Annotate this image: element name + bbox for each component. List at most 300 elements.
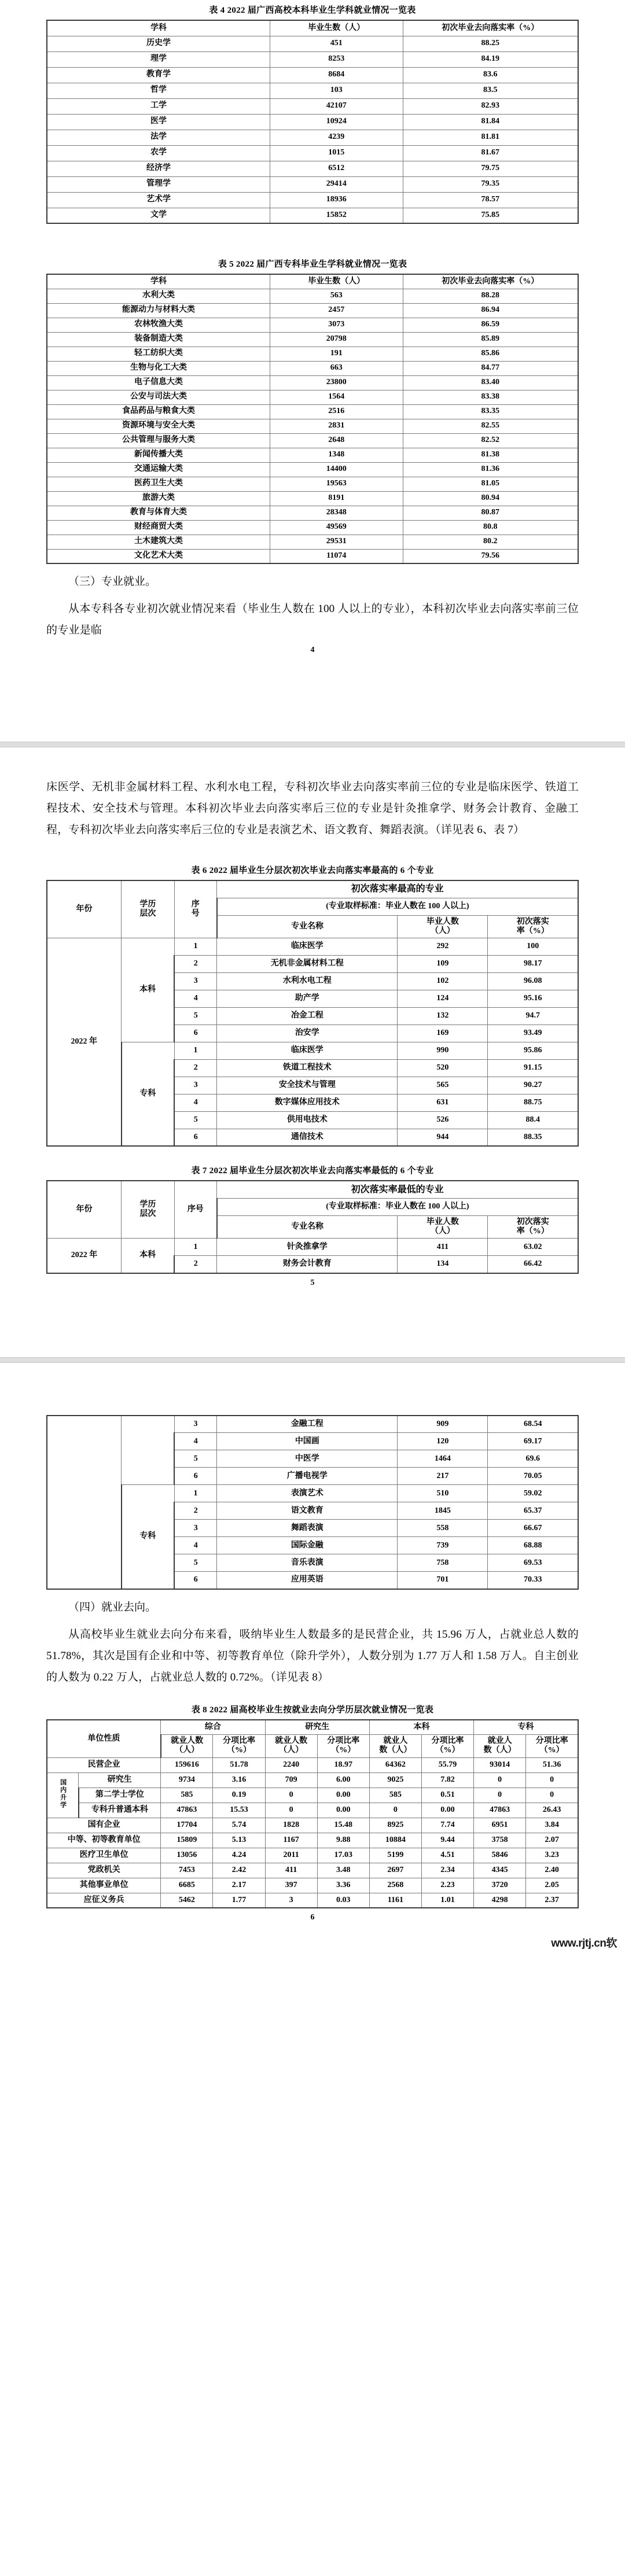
table5-header-discipline: 学科 [47,274,270,289]
table5-cell: 49569 [270,520,403,535]
table8-cell-ug-count: 585 [369,1788,421,1803]
table-7-lowest-placement-majors [46,1180,579,1273]
table5-cell: 19563 [270,477,403,491]
table6-cell-rate: 90.27 [488,1077,578,1094]
page-separator [0,742,625,747]
table8-cell-grad-rate: 0.00 [317,1788,369,1803]
table4-cell: 42107 [270,98,403,114]
table-row [47,1416,578,1433]
table8-cell-unit-type: 中等、初等教育单位 [47,1833,161,1848]
table8-cell-unit-type: 党政机关 [47,1863,161,1878]
table4-cell: 18936 [270,192,403,208]
table6-cell-count: 944 [398,1129,488,1146]
table6-header-major: 专业名称 [217,915,398,938]
table8-cell-ug-rate: 7.82 [421,1772,473,1788]
table5-cell: 563 [270,289,403,303]
table8-cell-voc-count: 3720 [474,1878,526,1893]
table8-cell-voc-count: 6951 [474,1818,526,1833]
table5-cell: 能源动力与材料大类 [47,303,270,318]
table6-cell-count: 631 [398,1094,488,1111]
table-row [47,938,578,955]
table-header-row [47,20,578,36]
table8-cell-unit-type: 其他事业单位 [47,1878,161,1893]
table-row [47,404,578,419]
table6-cell-rate: 94.7 [488,1007,578,1024]
table5-cell: 2648 [270,433,403,448]
table4-cell: 82.93 [403,98,578,114]
table5-cell: 28348 [270,506,403,520]
table6-cell-major: 助产学 [217,990,398,1007]
table6-header-seq [174,880,216,938]
table7-cell-count: 411 [398,1239,488,1256]
table8-cell-ug-count: 2697 [369,1863,421,1878]
table4-cell: 农学 [47,145,270,161]
table5-cell: 20798 [270,332,403,347]
table5-cell: 80.2 [403,535,578,549]
table6-cell-seq: 2 [174,1059,216,1077]
table8-cell-comp-count: 6685 [161,1878,213,1893]
table8-cell-grad-rate: 0.00 [317,1803,369,1818]
table5-cell: 2457 [270,303,403,318]
table7-cell-rate: 70.05 [488,1468,578,1485]
table8-subheader-count-0: 就业人数 （人） [161,1735,213,1757]
table7-cell-major: 应用英语 [217,1572,398,1589]
table-row [47,433,578,448]
table4-cell: 8684 [270,67,403,83]
table8-cell-voc-count: 93014 [474,1757,526,1772]
table-row [47,145,578,161]
table7-cell-major: 针灸推拿学 [217,1239,398,1256]
table5-cell: 生物与化工大类 [47,361,270,375]
table-7-continued [46,1415,579,1590]
table8-cell-voc-rate: 26.43 [526,1803,578,1818]
table5-cell: 81.05 [403,477,578,491]
table7-cell-rate: 69.6 [488,1450,578,1468]
table-row [47,1818,578,1833]
table8-cell-voc-count: 0 [474,1772,526,1788]
table7-cell-major: 音乐表演 [217,1554,398,1572]
table5-cell: 86.59 [403,318,578,332]
table8-header-unit-type: 单位性质 [47,1720,161,1757]
page-number-6: 6 [310,1913,315,1922]
table8-cell-ug-rate: 0.00 [421,1803,473,1818]
section-3-heading: （三）专业就业。 [68,576,157,588]
table-row [47,114,578,130]
table8-cell-grad-count: 1167 [265,1833,317,1848]
table7-cell-count: 134 [398,1256,488,1273]
table8-cell-voc-count: 47863 [474,1803,526,1818]
table4-body [47,36,578,223]
table5-cell: 农林牧渔大类 [47,318,270,332]
table6-cell-seq: 3 [174,1077,216,1094]
table-row [47,51,578,67]
table-row [47,332,578,347]
table8-cell-ug-count: 8925 [369,1818,421,1833]
page-number-5: 5 [310,1278,315,1287]
table4-cell: 81.81 [403,130,578,145]
table5-cell: 公共管理与服务大类 [47,433,270,448]
table6-cell-year: 2022 年 [47,938,122,1146]
table4-cell: 经济学 [47,161,270,176]
table8-cell-comp-count: 585 [161,1788,213,1803]
table-row [47,1239,578,1256]
table-row [47,347,578,361]
table4-cell: 75.85 [403,208,578,223]
table6-cell-level: 专科 [122,1042,175,1146]
table6-header-seq-line2: 号 [191,909,200,919]
table4-cell: 29414 [270,176,403,192]
table8-cell-subcategory: 专科升普通本科 [79,1803,161,1818]
document-page-5 [0,747,625,1357]
table6-caption: 表 6 2022 届毕业生分层次初次毕业去向落实率最高的 6 个专业 [191,866,434,876]
table5-cell: 2516 [270,404,403,419]
section-3-paragraph-part1: 从本专科各专业初次就业情况来看（毕业生人数在 100 人以上的专业），本科初次毕业去向落实率前三位的专业是临 [46,603,579,637]
table-row [47,130,578,145]
table6-cell-major: 通信技术 [217,1129,398,1146]
table8-cell-comp-rate: 15.53 [213,1803,265,1818]
table4-cell: 79.75 [403,161,578,176]
table7-head [47,1181,578,1238]
table6-cell-seq: 4 [174,1094,216,1111]
table5-cell: 85.89 [403,332,578,347]
section-4-heading: （四）就业去向。 [68,1601,157,1613]
table6-cell-rate: 96.08 [488,972,578,990]
table4-cell: 8253 [270,51,403,67]
table5-cell: 轻工纺织大类 [47,347,270,361]
table8-cell-comp-rate: 3.16 [213,1772,265,1788]
table8-cell-grad-rate: 9.88 [317,1833,369,1848]
table6-cell-seq: 1 [174,1042,216,1059]
table8-cell-voc-rate: 2.40 [526,1863,578,1878]
table7-cell-major: 国际金融 [217,1537,398,1554]
table6-header-count: 毕业人数 （人） [398,915,488,938]
table8-cell-grad-count: 411 [265,1863,317,1878]
table5-cell: 81.38 [403,448,578,462]
table5-cell: 旅游大类 [47,491,270,506]
table4-caption: 表 4 2022 届广西高校本科毕业生学科就业情况一览表 [209,6,416,15]
table-row [47,462,578,477]
table8-cell-voc-rate: 3.23 [526,1848,578,1863]
table7-cell-major: 广播电视学 [217,1468,398,1485]
table7-cell-year [47,1416,122,1589]
table-row [47,98,578,114]
table-header-row [47,1181,578,1198]
table8-cell-voc-rate: 2.37 [526,1893,578,1908]
table-row [47,361,578,375]
table7-cell-major: 中医学 [217,1450,398,1468]
table8-cell-comp-rate: 1.77 [213,1893,265,1908]
document-page-4 [0,0,625,742]
table8-header-group-graduate: 研究生 [265,1720,369,1735]
table7-header-rate: 初次落实 率（%） [488,1215,578,1238]
table8-cell-ug-rate: 9.44 [421,1833,473,1848]
table8-cell-ug-rate: 7.74 [421,1818,473,1833]
table7-cell-seq: 5 [174,1450,216,1468]
table-row [47,1833,578,1848]
table8-cell-comp-rate: 0.19 [213,1788,265,1803]
table8-cell-comp-rate: 4.24 [213,1848,265,1863]
table4-cell: 工学 [47,98,270,114]
table6-header-level-line1: 学历 [139,900,156,909]
table4-cell: 管理学 [47,176,270,192]
table6-cell-major: 安全技术与管理 [217,1077,398,1094]
table5-cell: 资源环境与安全大类 [47,419,270,433]
table8-升学-vertical-label: 国内升学 [59,1779,67,1810]
table6-cell-seq: 1 [174,938,216,955]
table7-cell-rate: 63.02 [488,1239,578,1256]
table4-cell: 理学 [47,51,270,67]
table6-header-level [122,880,175,938]
table5-cell: 85.86 [403,347,578,361]
table-row [47,549,578,563]
table5-cell: 食品药品与粮食大类 [47,404,270,419]
table8-cell-ug-count: 2568 [369,1878,421,1893]
table6-header-group-line2: (专业取样标准：毕业人数在 100 人以上) [217,898,578,915]
table8-cell-voc-rate: 2.05 [526,1878,578,1893]
table8-cell-grad-count: 3 [265,1893,317,1908]
table4-cell: 文学 [47,208,270,223]
table8-cell-voc-rate: 51.36 [526,1757,578,1772]
table4-cell: 1015 [270,145,403,161]
table-4-undergraduate-discipline-employment [46,20,579,224]
table8-cell-comp-count: 17704 [161,1818,213,1833]
table7-header-seq: 序号 [174,1181,216,1238]
table7-header-count: 毕业人数 （人） [398,1215,488,1238]
table8-cell-grad-rate: 18.97 [317,1757,369,1772]
table8-cell-comp-rate: 2.42 [213,1863,265,1878]
site-watermark: www.rjtj.cn软 [551,1937,617,1950]
table4-cell: 15852 [270,208,403,223]
table8-cell-comp-rate: 5.13 [213,1833,265,1848]
table6-cell-seq: 5 [174,1111,216,1129]
table-row [47,506,578,520]
table-5-vocational-discipline-employment [46,274,579,564]
table-row [47,477,578,491]
table7-cell-level [122,1416,175,1485]
table-header-row [47,274,578,289]
table5-cell: 80.8 [403,520,578,535]
table5-cell: 80.94 [403,491,578,506]
table8-cell-comp-count: 13056 [161,1848,213,1863]
table5-cell: 土木建筑大类 [47,535,270,549]
table4-cell: 医学 [47,114,270,130]
table-row [47,1485,578,1502]
table8-cell-ug-count: 0 [369,1803,421,1818]
table5-cell: 文化艺术大类 [47,549,270,563]
table5-cell: 电子信息大类 [47,375,270,390]
table8-caption: 表 8 2022 届高校毕业生按就业去向分学历层次就业情况一览表 [191,1705,434,1715]
table7-cell-year: 2022 年 [47,1239,122,1273]
table7-cell-rate: 65.37 [488,1502,578,1520]
table8-cell-comp-rate: 2.17 [213,1878,265,1893]
table8-cell-unit-type: 应征义务兵 [47,1893,161,1908]
table-row [47,1772,578,1788]
table6-body [47,938,578,1146]
table5-header-count: 毕业生数（人） [270,274,403,289]
table7-cell-count: 1845 [398,1502,488,1520]
table8-cell-ug-rate: 0.51 [421,1788,473,1803]
table-row [47,1848,578,1863]
table8-cell-升学-group [47,1772,79,1818]
table6-cell-count: 292 [398,938,488,955]
table8-cell-ug-rate: 1.01 [421,1893,473,1908]
table7-body-page6 [47,1416,578,1589]
table-row [47,161,578,176]
table7-cell-seq: 3 [174,1416,216,1433]
table4-cell: 81.67 [403,145,578,161]
table6-cell-count: 990 [398,1042,488,1059]
table4-cell: 艺术学 [47,192,270,208]
table7-cell-major: 财务会计教育 [217,1256,398,1273]
table4-cell: 哲学 [47,83,270,98]
page-number-4: 4 [310,646,315,655]
table4-cell: 79.35 [403,176,578,192]
table4-header-discipline: 学科 [47,20,270,36]
table6-cell-seq: 6 [174,1129,216,1146]
table5-cell: 11074 [270,549,403,563]
table6-cell-major: 水利水电工程 [217,972,398,990]
table8-cell-voc-rate: 0 [526,1772,578,1788]
table5-body [47,289,578,563]
table6-cell-seq: 6 [174,1024,216,1042]
table5-cell: 663 [270,361,403,375]
table8-cell-unit-type: 国有企业 [47,1818,161,1833]
table8-cell-ug-count: 1161 [369,1893,421,1908]
table7-header-major: 专业名称 [217,1215,398,1238]
table5-cell: 装备制造大类 [47,332,270,347]
table7-cell-seq: 2 [174,1256,216,1273]
table6-cell-major: 临床医学 [217,1042,398,1059]
table7-cell-rate: 59.02 [488,1485,578,1502]
table-row [47,303,578,318]
table7-cell-seq: 5 [174,1554,216,1572]
table6-cell-major: 无机非金属材料工程 [217,955,398,972]
table4-cell: 教育学 [47,67,270,83]
table7-cell-level: 本科 [122,1239,175,1273]
table8-cell-grad-count: 2011 [265,1848,317,1863]
table8-header-group-comprehensive: 综合 [161,1720,265,1735]
table8-cell-comp-rate: 51.78 [213,1757,265,1772]
section-3-paragraph-part2: 床医学、无机非金属材料工程、水利水电工程，专科初次毕业去向落实率前三位的专业是临床医学、铁道工程技术、安全技术与管理。本科初次毕业去向落实率后三位的专业是针灸推拿学、财务会计教育、金融工程，专科初次毕业去向落实率后三位的专业是表演艺术、语文教育、舞蹈表演。（详见表 6、表 7） [46,781,579,836]
table7-cell-count: 758 [398,1554,488,1572]
table7-cell-level: 专科 [122,1485,175,1589]
table6-cell-rate: 100 [488,938,578,955]
table7-header-level: 学历 层次 [122,1181,175,1238]
table5-cell: 80.87 [403,506,578,520]
table6-cell-count: 520 [398,1059,488,1077]
table4-cell: 10924 [270,114,403,130]
table8-cell-grad-count: 2240 [265,1757,317,1772]
table-row [47,208,578,223]
table4-cell: 81.84 [403,114,578,130]
table6-cell-rate: 88.75 [488,1094,578,1111]
table6-cell-major: 数字媒体应用技术 [217,1094,398,1111]
table8-cell-grad-rate: 6.00 [317,1772,369,1788]
table6-cell-count: 526 [398,1111,488,1129]
table7-cell-count: 217 [398,1468,488,1485]
table7-header-group-line2: (专业取样标准：毕业人数在 100 人以上) [217,1198,578,1215]
table8-cell-voc-count: 5846 [474,1848,526,1863]
table6-header-level-line2: 层次 [139,909,156,919]
table5-cell: 83.40 [403,375,578,390]
table4-cell: 88.25 [403,36,578,51]
table5-cell: 3073 [270,318,403,332]
table8-cell-grad-rate: 17.03 [317,1848,369,1863]
table4-cell: 78.57 [403,192,578,208]
table5-cell: 2831 [270,419,403,433]
table7-cell-count: 558 [398,1520,488,1537]
table8-cell-grad-count: 709 [265,1772,317,1788]
table7-cell-rate: 69.17 [488,1433,578,1450]
table7-cell-rate: 68.88 [488,1537,578,1554]
table8-cell-comp-count: 5462 [161,1893,213,1908]
table8-header-group-vocational: 专科 [474,1720,578,1735]
table7-cell-count: 1464 [398,1450,488,1468]
table5-cell: 82.55 [403,419,578,433]
table8-cell-voc-count: 0 [474,1788,526,1803]
table-row [47,67,578,83]
table8-cell-grad-rate: 3.36 [317,1878,369,1893]
table8-cell-grad-count: 0 [265,1803,317,1818]
table8-cell-unit-type: 医疗卫生单位 [47,1848,161,1863]
table6-head [47,880,578,938]
table6-header-year: 年份 [47,880,122,938]
table7-cell-seq: 1 [174,1485,216,1502]
table4-cell: 103 [270,83,403,98]
table5-cell: 医药卫生大类 [47,477,270,491]
table6-cell-rate: 91.15 [488,1059,578,1077]
table7-cell-seq: 4 [174,1537,216,1554]
table7-header-group-line1: 初次落实率最低的专业 [217,1181,578,1198]
table5-cell: 88.28 [403,289,578,303]
table4-cell: 法学 [47,130,270,145]
table-6-highest-placement-majors [46,880,579,1147]
table8-cell-voc-count: 3758 [474,1833,526,1848]
table7-caption: 表 7 2022 届毕业生分层次初次毕业去向落实率最低的 6 个专业 [191,1166,434,1176]
table5-cell: 86.94 [403,303,578,318]
table8-cell-comp-count: 7453 [161,1863,213,1878]
table8-cell-grad-count: 0 [265,1788,317,1803]
table8-cell-voc-count: 4345 [474,1863,526,1878]
table-row [47,491,578,506]
document-page-6 [0,1363,625,1955]
table5-cell: 新闻传播大类 [47,448,270,462]
table7-cell-seq: 1 [174,1239,216,1256]
table8-cell-comp-rate: 5.74 [213,1818,265,1833]
table8-head [47,1720,578,1757]
table5-cell: 教育与体育大类 [47,506,270,520]
table-row [47,36,578,51]
table5-cell: 82.52 [403,433,578,448]
table-row [47,318,578,332]
table5-cell: 8191 [270,491,403,506]
table5-cell: 79.56 [403,549,578,563]
table-header-row-groups [47,1720,578,1735]
table7-cell-seq: 6 [174,1572,216,1589]
table5-cell: 交通运输大类 [47,462,270,477]
table-row [47,448,578,462]
table8-cell-grad-rate: 3.48 [317,1863,369,1878]
table-8-employment-destination-by-level [46,1719,579,1908]
table8-cell-ug-rate: 55.79 [421,1757,473,1772]
table4-cell: 84.19 [403,51,578,67]
table8-subheader-count-1: 就业人数 （人） [265,1735,317,1757]
table4-header-count: 毕业生数（人） [270,20,403,36]
table8-subheader-rate-0: 分项比率 （%） [213,1735,265,1757]
table-row [47,1803,578,1818]
table7-cell-seq: 6 [174,1468,216,1485]
table8-cell-comp-count: 9734 [161,1772,213,1788]
